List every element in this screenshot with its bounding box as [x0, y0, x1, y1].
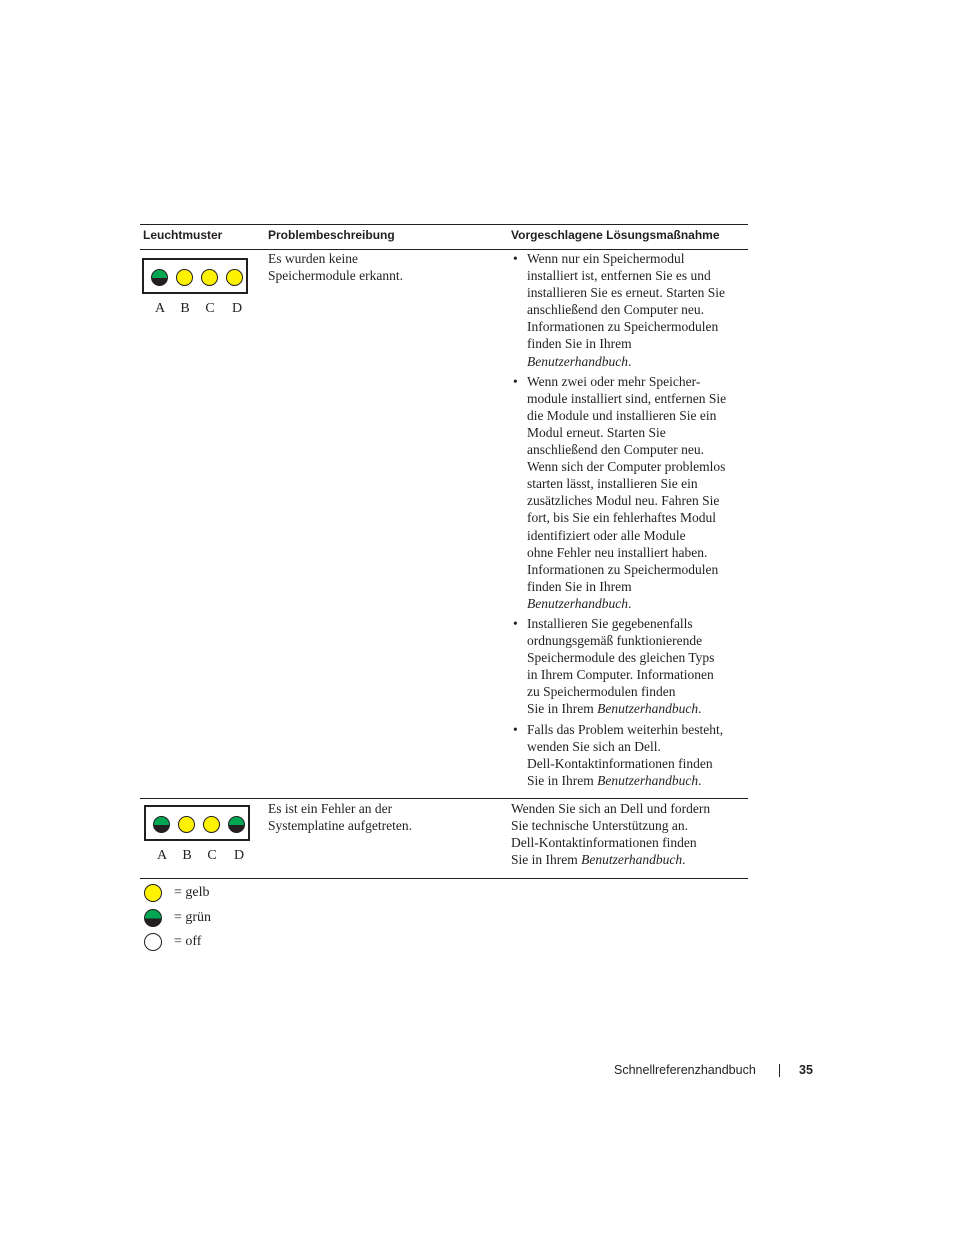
solution-bullet — [511, 373, 748, 612]
solution-row1 — [511, 250, 748, 792]
ref-suffix: . — [682, 852, 686, 868]
problem-line: Es ist ein Fehler an der — [268, 801, 393, 816]
row-divider — [140, 798, 748, 799]
table-bottom-rule — [140, 878, 748, 879]
table-top-rule — [140, 224, 748, 225]
problem-line: Systemplatine aufgetreten. — [268, 818, 412, 834]
manual-reference: Benutzerhandbuch — [527, 353, 628, 369]
bullet-line: anschließend den Computer neu. — [527, 442, 704, 458]
led-b-indicator — [178, 816, 195, 833]
legend-yellow-label: = gelb — [174, 885, 210, 900]
led-c-indicator — [201, 269, 218, 286]
bullet-line: die Module und installieren Sie ein — [527, 407, 717, 423]
solution-bullet — [511, 721, 748, 789]
bullet-line: installieren Sie es erneut. Starten Sie — [527, 285, 725, 301]
led-letter-d: D — [231, 301, 243, 316]
legend-off-swatch — [144, 933, 162, 951]
led-panel-row2 — [144, 805, 250, 841]
bullet-line: in Ihrem Computer. Informationen — [527, 667, 714, 683]
legend-green-label: = grün — [174, 910, 212, 925]
problem-row2 — [268, 800, 498, 834]
led-a-indicator — [153, 816, 170, 833]
manual-reference: Benutzerhandbuch — [581, 852, 683, 868]
ref-prefix: Sie in Ihrem — [527, 701, 598, 717]
led-letter-b: B — [182, 848, 192, 863]
solution-line: Sie technische Unterstützung an. — [511, 818, 688, 834]
bullet-line: identifiziert oder alle Module — [527, 527, 686, 543]
bullet-line: Modul erneut. Starten Sie — [527, 424, 666, 440]
header-pattern: Leuchtmuster — [143, 228, 223, 242]
legend-green-swatch — [144, 909, 162, 927]
led-d-indicator — [226, 269, 243, 286]
solution-row2 — [511, 800, 748, 868]
manual-reference: Benutzerhandbuch — [527, 595, 628, 611]
bullet-line: Wenn sich der Computer problemlos — [527, 459, 726, 475]
ref-prefix: Sie in Ihrem — [527, 772, 598, 788]
bullet-line: installiert ist, entfernen Sie es und — [527, 268, 711, 284]
led-letter-a: A — [156, 848, 168, 863]
page-number: 35 — [799, 1063, 813, 1077]
legend-off-label: = off — [174, 934, 202, 949]
solution-ref-line — [511, 851, 748, 868]
footer-title: Schnellreferenzhandbuch — [614, 1063, 756, 1077]
bullet-line: anschließend den Computer neu. — [527, 302, 704, 318]
led-letter-d: D — [233, 848, 245, 863]
led-letter-b: B — [180, 301, 190, 316]
ref-prefix: Sie in Ihrem — [511, 852, 582, 868]
problem-row1 — [268, 250, 498, 284]
led-letter-a: A — [154, 301, 166, 316]
ref-suffix: . — [628, 353, 632, 369]
led-c-indicator — [203, 816, 220, 833]
bullet-line: ordnungsgemäß funktionierende — [527, 633, 703, 649]
bullet-ref-line — [527, 772, 748, 789]
bullet-ref-line — [527, 353, 748, 370]
led-letter-c: C — [207, 848, 217, 863]
bullet-line: • Falls das Problem weiterhin besteht, — [527, 721, 724, 737]
bullet-line: • Wenn zwei oder mehr Speicher- — [527, 373, 701, 389]
led-a-indicator — [151, 269, 168, 286]
footer-separator — [779, 1064, 780, 1077]
bullet-line: Informationen zu Speichermodulen — [527, 561, 719, 577]
ref-suffix: . — [628, 595, 632, 611]
bullet-line: finden Sie in Ihrem — [527, 336, 632, 352]
bullet-line: wenden Sie sich an Dell. — [527, 738, 661, 754]
solution-bullet — [511, 615, 748, 718]
manual-reference: Benutzerhandbuch — [597, 701, 699, 717]
header-solution: Vorgeschlagene Lösungsmaßnahme — [511, 228, 720, 242]
bullet-line: • Wenn nur ein Speichermodul — [527, 251, 685, 266]
manual-reference: Benutzerhandbuch — [597, 772, 699, 788]
bullet-line: finden Sie in Ihrem — [527, 578, 632, 594]
bullet-line: Informationen zu Speichermodulen — [527, 319, 719, 335]
bullet-ref-line — [527, 700, 748, 717]
led-letter-c: C — [205, 301, 215, 316]
legend-yellow-swatch — [144, 884, 162, 902]
led-d-indicator — [228, 816, 245, 833]
led-panel-row1 — [142, 258, 248, 294]
header-problem: Problembeschreibung — [268, 228, 395, 242]
solution-line: Dell-Kontaktinformationen finden — [511, 835, 697, 851]
bullet-line: zu Speichermodulen finden — [527, 684, 676, 700]
problem-line: Es wurden keine — [268, 251, 358, 266]
bullet-line: Speichermodule des gleichen Typs — [527, 650, 715, 666]
ref-suffix: . — [698, 701, 702, 717]
bullet-ref-line — [527, 595, 748, 612]
ref-suffix: . — [698, 772, 702, 788]
solution-line: Wenden Sie sich an Dell und fordern — [511, 801, 711, 816]
bullet-line: • Installieren Sie gegebenenfalls — [527, 615, 693, 631]
bullet-line: zusätzliches Modul neu. Fahren Sie — [527, 493, 720, 509]
led-b-indicator — [176, 269, 193, 286]
solution-bullet — [511, 250, 748, 370]
bullet-line: ohne Fehler neu installiert haben. — [527, 544, 708, 560]
bullet-line: module installiert sind, entfernen Sie — [527, 390, 727, 406]
bullet-line: Dell-Kontaktinformationen finden — [527, 755, 713, 771]
problem-line: Speichermodule erkannt. — [268, 268, 403, 284]
bullet-line: starten lässt, installieren Sie ein — [527, 476, 698, 492]
bullet-line: fort, bis Sie ein fehlerhaftes Modul — [527, 510, 716, 526]
